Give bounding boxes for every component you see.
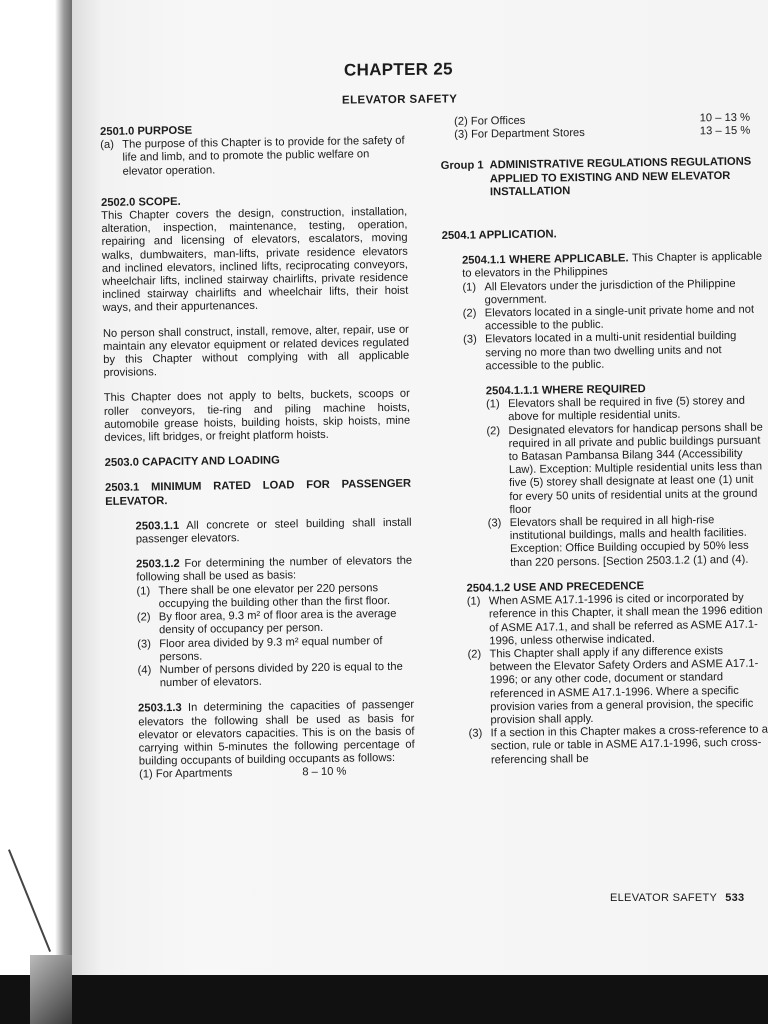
left-column bbox=[100, 122, 415, 783]
scope-paragraph-1: This Chapter covers the design, construction, installation, alteration, inspection, maintenance, testing, operation, repairing and licensing of elevators, escalators, moving walks, dumbwaiters, man-lifts, private residence elevators and inclined elevators, inclined lifts, reciprocating conveyors, wheelchair lifts, inclined stairway chairlifts, private residence inclined stairway chairlifts and wheelchair lifts, their hoist ways, and their appurtenances. bbox=[101, 205, 409, 315]
section-2501-heading: 2501.0 PURPOSE bbox=[100, 124, 193, 138]
list-item: (1) When ASME A17.1-1996 is cited or incorporated by reference in this Chapter, it shall mean the 1996 edition of ASME A17.1, and shall be referred as ASME A17.1-1996, unless otherwise indicated. bbox=[466, 591, 763, 648]
page-footer bbox=[610, 892, 744, 904]
rate-offices-label: (2) For Offices bbox=[453, 114, 526, 128]
right-column bbox=[440, 112, 768, 768]
para-2503-1-2-number: 2503.1.2 bbox=[136, 558, 180, 571]
group-1-heading bbox=[441, 156, 762, 200]
list-item: (4) Number of persons divided by 220 is equal to the number of elevators. bbox=[137, 660, 403, 690]
page-number: 533 bbox=[725, 892, 745, 904]
list-item: (2) By floor area, 9.3 m² of floor area is the average density of occupancy per person. bbox=[136, 608, 397, 637]
list-item: (2) Elevators located in a single-unit private home and not accessible to the public. bbox=[462, 303, 755, 333]
scope-paragraph-2: No person shall construct, install, remove, alter, repair, use or maintain any elevator equipment or related devices regulated by this Chapter without complying with all applicable provisions. bbox=[102, 323, 410, 380]
footer-section-title: ELEVATOR SAFETY bbox=[610, 892, 718, 904]
rate-offices-value: 10 – 13 % bbox=[699, 111, 751, 125]
list-item: (1) There shall be one elevator per 220 persons occupying the building other than the first floor. bbox=[136, 581, 391, 611]
list-item: (3) Elevators located in a multi-unit residential building serving no more than two dwelling units and not accessible to the public. bbox=[463, 330, 737, 373]
scope-paragraph-3: This Chapter does not apply to belts, buckets, scoops or roller conveyors, tie-ring and piling machine hoists, automobile grease hoists, building hoists, skip hoists, mine devices, lift bridges, or freight platform hoists. bbox=[103, 388, 411, 445]
para-2503-1-3 bbox=[108, 699, 415, 769]
para-2503-1-1-number: 2503.1.1 bbox=[135, 519, 180, 533]
section-2503-heading: 2503.0 CAPACITY AND LOADING bbox=[104, 454, 280, 470]
where-required-list bbox=[444, 395, 766, 571]
scan-shadow-bottom bbox=[0, 975, 768, 1024]
rate-stores-value: 13 – 15 % bbox=[699, 124, 751, 138]
list-item: (1) All Elevators under the jurisdiction of the Philippine government. bbox=[462, 277, 736, 307]
section-2504-1-2-heading: 2504.1.2 USE AND PRECEDENCE bbox=[466, 580, 645, 595]
list-item: (2) This Chapter shall apply if any difference exists between the Elevator Safety Orders and ASME A17.1-1996; or any other code, document or standard referenced in ASME A17.1-1996. Where a specific provision varies from a general provision, the specific provision shall apply. bbox=[467, 645, 759, 727]
elevator-count-list bbox=[106, 581, 413, 691]
purpose-item-text: The purpose of this Chapter is to provide for the safety of life and limb, and to promote the public welfare on elevator operation. bbox=[122, 134, 405, 178]
rate-stores-label: (3) For Department Stores bbox=[454, 127, 585, 142]
group-1-label: Group 1 bbox=[440, 159, 484, 173]
purpose-item-number: (a) bbox=[100, 139, 115, 152]
rate-apartments-label: (1) For Apartments bbox=[138, 767, 233, 781]
section-2504-1-heading: 2504.1 APPLICATION. bbox=[441, 228, 557, 243]
rate-apartments-value: 8 – 10 % bbox=[302, 765, 347, 779]
para-2503-1-3-text: In determining the capacities of passenger elevators the following shall be used as basis for elevator or elevators capacities. This is on the basis of carrying within 5-minutes the following percentage of building occupants of building occupants as follows: bbox=[138, 698, 415, 768]
para-2504-1-1-heading: 2504.1.1 WHERE APPLICABLE. bbox=[461, 252, 629, 267]
section-2504-1-1-1-heading: 2504.1.1.1 WHERE REQUIRED bbox=[485, 383, 646, 398]
para-2503-1-3-number: 2503.1.3 bbox=[138, 702, 182, 715]
list-item: (3) Elevators shall be required in all high-rise institutional buildings, malls and health facilities. Exception: Office Building occupied by 50% less than 220 persons. [Section 2503.1.2 (1) and (4). bbox=[487, 514, 749, 569]
where-applicable-list bbox=[442, 277, 763, 374]
section-2502-heading: 2502.0 SCOPE. bbox=[100, 195, 181, 209]
purpose-item bbox=[100, 135, 407, 179]
list-item: (3) Floor area divided by 9.3 m² equal number of persons. bbox=[137, 634, 383, 663]
chapter-title: CHAPTER 25 bbox=[343, 59, 453, 80]
list-item: (3) If a section in this Chapter makes a cross-reference to a section, rule or table in ASME A17.1-1996, such cross-referencing shall be bbox=[468, 723, 768, 766]
group-1-title: ADMINISTRATIVE REGULATIONS REGULATIONS APPLIED TO EXISTING AND NEW ELEVATOR INSTALLATION bbox=[489, 156, 752, 199]
para-2503-1-1-text: All concrete or steel building shall install passenger elevators. bbox=[135, 516, 412, 546]
para-2503-1-2-text: For determining the number of elevators the following shall be used as basis: bbox=[136, 554, 413, 585]
chapter-subtitle: ELEVATOR SAFETY bbox=[341, 93, 458, 107]
list-item: (1) Elevators shall be required in five (5) storey and above for multiple residential units. bbox=[485, 395, 746, 424]
section-2503-1-heading: 2503.1 MINIMUM RATED LOAD FOR PASSENGER ELEVATOR. bbox=[104, 478, 412, 508]
list-item: (2) Designated elevators for handicap persons shall be required in all private and public buildings pursuant to Batasan Pambansa Bilang 344 (Accessibility Law). Exception: Multiple residential units less than five (5) storey shall designate at least one (1) unit for every 50 units of residential units at the ground floor bbox=[486, 421, 763, 516]
use-precedence-list bbox=[447, 592, 768, 768]
scan-corner bbox=[30, 955, 72, 1024]
para-2504-1-1-text: This Chapter is applicable to elevators in the Philippines bbox=[462, 250, 763, 281]
